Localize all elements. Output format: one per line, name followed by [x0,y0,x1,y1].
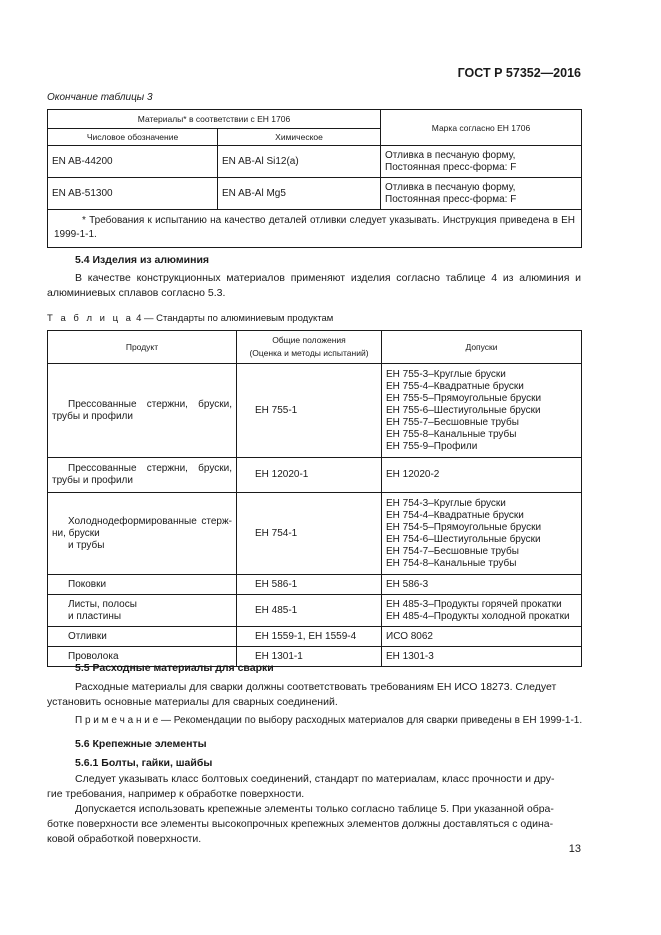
table4-cell-general: ЕН 1301-1 [237,647,382,667]
table4-cell-product: Проволока [48,647,237,667]
page-number: 13 [568,843,581,855]
section-5-6-1-title: 5.6.1 Болты, гайки, шайбы [75,757,213,769]
table3-header-group: Материалы* в соответствии с ЕН 1706 [48,110,381,129]
table4-cell-tolerances: ЕН 754-3–Круглые бруски ЕН 754-4–Квадратные бруски ЕН 754-5–Прямоугольные бруски ЕН 754-6–Шестиугольные бруски ЕН 754-7–Бесшовные трубы ЕН 754-8–Канальные трубы [382,493,582,575]
table-row [48,493,582,575]
table-row [48,364,582,458]
table4-cell-product: Прессованные стержни, бруски, трубы и профили [48,458,237,493]
table4-cell-product: Отливки [48,627,237,647]
table3-footnote: * Требования к испытанию на качество деталей отливки следует указывать. Инструкция приведена в ЕН 1999-1-1. [48,210,582,248]
table3 [47,109,582,248]
section-5-4-title: 5.4 Изделия из алюминия [75,254,210,266]
table3-cell-chemical: EN AB-Al Si12(a) [218,146,381,178]
table4-cell-product: Поковки [48,575,237,595]
section-5-5-text-line2: установить основные материалы для сварных соединений. [47,696,338,708]
section-5-5-title: 5.5 Расходные материалы для сварки [75,662,274,674]
table-row [48,458,582,493]
table3-cell-numeric: EN AB-44200 [48,146,218,178]
standard-code: ГОСТ Р 57352—2016 [457,66,581,80]
section-5-6-title: 5.6 Крепежные элементы [75,738,207,750]
table4-cell-general: ЕН 1559-1, ЕН 1559-4 [237,627,382,647]
section-5-5-text-line1: Расходные материалы для сварки должны соответствовать требованиям ЕН ИСО 18273. Следует [75,681,557,693]
table4-cell-general: ЕН 755-1 [237,364,382,458]
table4-header-product: Продукт [48,331,237,364]
section-5-6-1-p2-line3: ковой обработкой поверхности. [47,833,202,845]
section-5-6-1-p2-line2: ботке поверхности все элементы высокопрочных крепежных элементов должны доставляться с одина- [47,818,554,830]
table3-header-chemical: Химическое [218,129,381,146]
table4-cell-tolerances: ЕН 485-3–Продукты горячей прокатки ЕН 485-4–Продукты холодной прокатки [382,595,582,627]
table4-cell-general: ЕН 485-1 [237,595,382,627]
table4 [47,330,582,667]
table4-cell-general: ЕН 754-1 [237,493,382,575]
table4-header-tolerances: Допуски [382,331,582,364]
table-row [48,146,582,178]
table3-continuation-caption: Окончание таблицы 3 [47,92,153,103]
table-row [48,627,582,647]
table3-header-numeric: Числовое обозначение [48,129,218,146]
table4-cell-general: ЕН 12020-1 [237,458,382,493]
table4-cell-tolerances: ЕН 755-3–Круглые бруски ЕН 755-4–Квадратные бруски ЕН 755-5–Прямоугольные бруски ЕН 755-6–Шестиугольные бруски ЕН 755-7–Бесшовные трубы ЕН 755-8–Канальные трубы ЕН 755-9–Профили [382,364,582,458]
table4-cell-product: Прессованные стержни, бруски, трубы и профили [48,364,237,458]
section-5-6-1-p2-line1: Допускается использовать крепежные элементы только согласно таблице 5. При указанной обра- [75,803,554,815]
table3-cell-grade: Отливка в песчаную форму, Постоянная пресс-форма: F [381,178,582,210]
table3-header-grade: Марка согласно ЕН 1706 [381,110,582,146]
section-5-5-note: П р и м е ч а н и е — Рекомендации по выбору расходных материалов для сварки приведены в ЕН 1999-1-1. [75,715,583,726]
table4-cell-tolerances: ЕН 1301-3 [382,647,582,667]
table3-cell-chemical: EN AB-Al Mg5 [218,178,381,210]
section-5-6-1-p1-line2: гие требования, например к обработке поверхности. [47,788,305,800]
table4-cell-tolerances: ИСО 8062 [382,627,582,647]
table3-cell-numeric: EN AB-51300 [48,178,218,210]
section-5-6-1-p1-line1: Следует указывать класс болтовых соединений, стандарт по материалам, класс прочности и дру- [75,773,555,785]
table4-cell-general: ЕН 586-1 [237,575,382,595]
table4-cell-product: Холоднодеформированные стерж- ни, бруски и трубы [48,493,237,575]
table4-caption: Т а б л и ц а 4 — Стандарты по алюминиевым продуктам [47,313,334,324]
table4-cell-tolerances: ЕН 586-3 [382,575,582,595]
table-row [48,575,582,595]
table4-cell-tolerances: ЕН 12020-2 [382,458,582,493]
table4-header-general: Общие положения (Оценка и методы испытаний) [237,331,382,364]
table4-cell-product: Листы, полосы и пластины [48,595,237,627]
section-5-4-text: В качестве конструкционных материалов применяют изделия согласно таблице 4 из алюминия и алюминиевых сплавов согласно 5.3. [47,272,581,299]
table-row [48,178,582,210]
table3-cell-grade: Отливка в песчаную форму, Постоянная пресс-форма: F [381,146,582,178]
table-row [48,595,582,627]
